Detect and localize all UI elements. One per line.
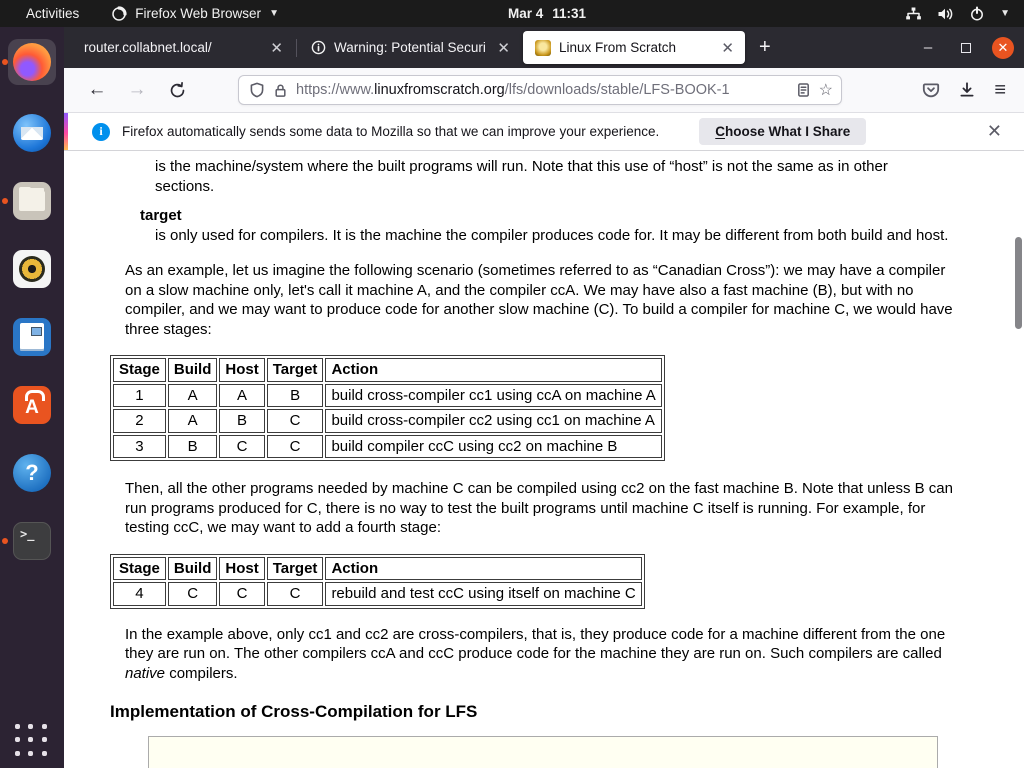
dock-item-files[interactable] — [8, 181, 56, 221]
table-cell: Build — [168, 358, 218, 382]
forward-button[interactable]: → — [127, 79, 147, 100]
chevron-down-icon: ▼ — [269, 8, 279, 19]
minimize-button[interactable]: – — [923, 39, 933, 56]
table-cell: Action — [325, 557, 641, 581]
dock-item-thunderbird[interactable] — [8, 113, 56, 153]
firefox-window — [64, 27, 1024, 768]
dock-item-rhythmbox[interactable] — [8, 249, 56, 289]
restore-icon — [961, 43, 971, 53]
table-cell: build cross-compiler cc1 using ccA on machine A — [325, 384, 661, 408]
close-window-button[interactable]: ✕ — [992, 37, 1014, 59]
libreoffice-writer-icon — [13, 318, 51, 356]
tab-title: Warning: Potential Securi — [334, 40, 486, 55]
host-definition-text: is the machine/system where the built programs will run. Note that this use of “host” is not the same as in other sections. — [155, 158, 888, 195]
activities-button[interactable]: Activities — [26, 6, 80, 21]
native-post: compilers. — [165, 664, 238, 682]
native-pre: In the example above, only cc1 and cc2 are cross-compilers, that is, they produce code for a machine different from the one they are run on. The other compilers ccA and ccC produce code for the machine they are run on. Such compilers are called — [125, 625, 946, 662]
clock-date: Mar 4 — [508, 6, 544, 21]
table-cell: C — [219, 582, 264, 606]
app-menu-button[interactable] — [111, 6, 279, 22]
shield-icon — [249, 82, 265, 98]
table-cell: B — [168, 435, 218, 459]
tab-linux-from-scratch[interactable] — [523, 31, 745, 64]
notification-accent-stripe — [64, 113, 68, 150]
notification-bar — [64, 113, 1024, 151]
gnome-top-bar — [0, 0, 1024, 27]
table-row — [113, 435, 662, 459]
dock-item-libreoffice-writer[interactable] — [8, 317, 56, 357]
power-icon — [969, 6, 985, 22]
firefox-icon — [13, 43, 51, 81]
table-cell: rebuild and test ccC using itself on machine C — [325, 582, 641, 606]
download-icon[interactable] — [958, 81, 976, 99]
native-word: native — [125, 664, 166, 682]
table-cell: Stage — [113, 358, 166, 382]
url-bar[interactable] — [238, 75, 842, 105]
notification-message: Firefox automatically sends some data to Mozilla so that we can improve your experience. — [122, 124, 660, 139]
dock-item-terminal[interactable] — [8, 521, 56, 561]
tab-router[interactable] — [72, 31, 294, 64]
table-row — [113, 409, 662, 433]
table-row — [113, 582, 642, 606]
table-cell: build cross-compiler cc2 using cc1 on machine A — [325, 409, 661, 433]
table-cell: 2 — [113, 409, 166, 433]
url-path: /lfs/downloads/stable/LFS-BOOK-1 — [504, 82, 730, 98]
system-status-area[interactable] — [905, 6, 1024, 22]
url-host: linuxfromscratch.org — [374, 82, 505, 98]
paragraph-canadian-cross: As an example, let us imagine the following scenario (sometimes referred to as “Canadian Cross”): we may have a compiler on a slow machine only, let's call it machine A, and the compiler ccA. We may have also a fast machine (B), but with no compiler, and we may want to produce code for another slow machine (C). To build a compiler for machine C, we would have three stages: — [125, 262, 953, 338]
url-text — [296, 82, 788, 98]
stages-table-1 — [110, 355, 665, 461]
running-indicator — [2, 59, 8, 65]
restore-button[interactable] — [954, 36, 978, 60]
pocket-icon[interactable] — [922, 81, 940, 99]
network-icon — [905, 6, 922, 22]
clock-time: 11:31 — [552, 6, 587, 21]
back-button[interactable]: ← — [87, 79, 107, 100]
table-header-row — [113, 557, 642, 581]
table-cell: build compiler ccC using cc2 on machine B — [325, 435, 661, 459]
running-indicator — [2, 538, 8, 544]
thunderbird-icon — [13, 114, 51, 152]
dock-item-firefox[interactable] — [8, 39, 56, 85]
reader-mode-icon[interactable] — [796, 82, 811, 98]
help-icon: ? — [13, 454, 51, 492]
ubuntu-dock — [0, 27, 64, 768]
navigation-toolbar — [64, 68, 1024, 113]
note-box — [148, 736, 938, 768]
notification-close-icon[interactable]: ✕ — [986, 121, 1002, 141]
scrollbar-thumb[interactable] — [1015, 237, 1022, 329]
tab-warning[interactable] — [299, 31, 521, 64]
table-cell: Host — [219, 358, 264, 382]
menu-icon[interactable]: ≡ — [994, 78, 1006, 101]
table-cell: C — [267, 409, 324, 433]
reload-icon — [169, 82, 186, 99]
table-cell: Build — [168, 557, 218, 581]
table-cell: 4 — [113, 582, 166, 606]
table-cell: Action — [325, 358, 661, 382]
button-accesskey: C — [715, 124, 726, 139]
running-indicator — [2, 198, 8, 204]
table-row — [113, 384, 662, 408]
ubuntu-software-icon: A — [13, 386, 51, 424]
tab-title: router.collabnet.local/ — [84, 40, 212, 55]
table-cell: A — [168, 409, 218, 433]
files-icon — [13, 182, 51, 220]
table-cell: C — [267, 582, 324, 606]
table-cell: C — [219, 435, 264, 459]
table-cell: Host — [219, 557, 264, 581]
info-icon: i — [92, 123, 110, 141]
table-cell: A — [219, 384, 264, 408]
table-cell: C — [267, 435, 324, 459]
table-cell: B — [219, 409, 264, 433]
tab-bar — [64, 27, 1024, 68]
page-content — [64, 151, 1024, 768]
tab-separator — [296, 39, 297, 57]
table-cell: 1 — [113, 384, 166, 408]
firefox-symbolic-icon — [111, 6, 127, 22]
tab-close-icon[interactable]: ✕ — [270, 39, 283, 57]
clock[interactable] — [508, 0, 586, 27]
tab-close-icon[interactable]: ✕ — [497, 39, 510, 57]
chevron-down-icon: ▼ — [1000, 8, 1010, 19]
choose-what-i-share-button[interactable] — [699, 118, 866, 145]
lock-icon — [273, 83, 288, 98]
section-heading: Implementation of Cross-Compilation for LFS — [110, 702, 478, 721]
app-menu-label: Firefox Web Browser — [135, 6, 262, 21]
url-scheme: https://www. — [296, 82, 375, 98]
target-term: target — [140, 207, 182, 224]
dock-item-ubuntu-software[interactable] — [8, 385, 56, 425]
lfs-favicon — [535, 40, 551, 56]
reload-button[interactable] — [162, 75, 192, 105]
info-icon — [311, 40, 326, 55]
table-header-row — [113, 358, 662, 382]
dock-item-help[interactable] — [8, 453, 56, 493]
table-cell: C — [168, 582, 218, 606]
tab-close-icon[interactable]: ✕ — [721, 39, 734, 57]
table-cell: Target — [267, 557, 324, 581]
terminal-icon: >_ — [13, 522, 51, 560]
table-cell: A — [168, 384, 218, 408]
rhythmbox-icon — [13, 250, 51, 288]
show-applications-button[interactable] — [15, 724, 49, 758]
volume-icon — [937, 6, 954, 22]
new-tab-button[interactable]: + — [759, 36, 771, 58]
url-fade — [762, 82, 788, 98]
bookmark-star-icon[interactable]: ☆ — [818, 82, 833, 99]
paragraph-then: Then, all the other programs needed by machine C can be compiled using cc2 on the fast machine B. Note that unless B can run programs produced for C, there is no way to test the built programs until machine C itself is running. For example, for testing ccC, we may want to add a fourth stage: — [125, 480, 953, 536]
table-cell: Stage — [113, 557, 166, 581]
table-cell: Target — [267, 358, 324, 382]
table-cell: 3 — [113, 435, 166, 459]
button-label-rest: hoose What I Share — [725, 124, 851, 139]
stages-table-2 — [110, 554, 645, 609]
target-definition-text: is only used for compilers. It is the machine the compiler produces code for. It may be different from both build and host. — [155, 226, 949, 244]
tab-title: Linux From Scratch — [559, 40, 677, 55]
paragraph-native — [125, 625, 965, 684]
table-cell: B — [267, 384, 324, 408]
